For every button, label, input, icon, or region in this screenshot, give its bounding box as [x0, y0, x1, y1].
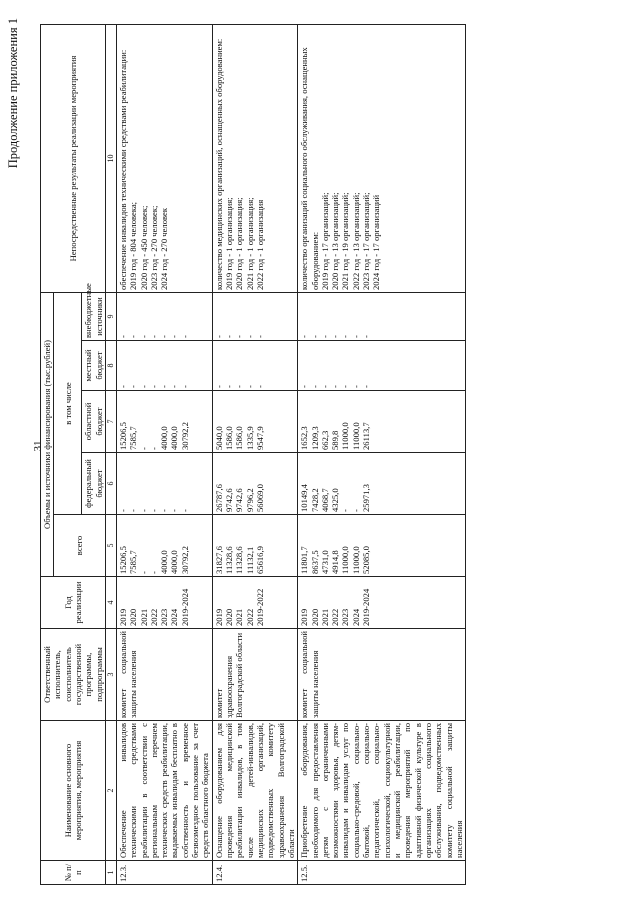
- cell-total: [116, 515, 212, 577]
- years-value: 2019: [213, 608, 224, 626]
- measure-name: Оснащение оборудованием для проведения медицинской реабилитации инвалидов, в том числе детей-инвалидов, медицинских организаций, подведомственных комитету здравоохранения Волгоградской области: [212, 721, 298, 861]
- years-value: 2024: [350, 608, 361, 626]
- total-value: 11328,6: [234, 546, 245, 574]
- result-line: количество медицинских организаций, оснащенных оборудованием:: [213, 38, 224, 290]
- regional-value: 662,3: [319, 430, 330, 450]
- regional-value: 11000,0: [350, 422, 361, 450]
- regional-value: 1209,3: [309, 426, 320, 450]
- regional-value: 1652,3: [299, 426, 310, 450]
- table-body: [116, 24, 465, 884]
- federal-value: 25971,3: [361, 484, 372, 512]
- regional-value: 7585,7: [128, 426, 139, 450]
- result-line: 2022 год - 13 организаций;: [350, 192, 361, 290]
- extra-value: -: [319, 335, 330, 338]
- cell-results: [298, 24, 466, 292]
- federal-value: 26787,6: [213, 484, 224, 512]
- cell-federal: [116, 453, 212, 515]
- total-value: 11328,6: [224, 546, 234, 574]
- federal-value: -: [159, 509, 170, 512]
- years-value: 2022: [330, 608, 341, 626]
- federal-value: 9796,2: [244, 488, 255, 512]
- extra-value: -: [299, 335, 310, 338]
- local-value: -: [159, 385, 170, 388]
- extra-value: -: [179, 335, 190, 338]
- local-value: -: [350, 385, 361, 388]
- result-line: 2023 год - 270 человек;: [148, 205, 159, 290]
- extra-value: -: [224, 335, 234, 338]
- column-number: 2: [105, 721, 116, 861]
- result-line: 2019 год - 804 человека;: [128, 201, 139, 290]
- cell-total: [298, 515, 466, 577]
- column-number: 3: [105, 629, 116, 721]
- cell-extra: [116, 292, 212, 340]
- federal-value: -: [340, 509, 351, 512]
- cell-federal: [298, 453, 466, 515]
- regional-value: 30792,2: [179, 422, 190, 450]
- column-number: 5: [105, 515, 116, 577]
- result-line: 2021 год - 19 организаций;: [340, 192, 351, 290]
- cell-extra: [212, 292, 298, 340]
- total-value: 4000,0: [159, 550, 170, 574]
- local-value: -: [330, 385, 341, 388]
- regional-value: 5040,0: [213, 426, 224, 450]
- extra-value: -: [340, 335, 351, 338]
- total-value: 7585,7: [128, 550, 139, 574]
- result-line: 2019 год - 17 организаций;: [319, 192, 330, 290]
- years-value: 2019-2024: [361, 588, 372, 626]
- local-value: -: [361, 385, 372, 388]
- federal-value: 4325,0: [330, 488, 341, 512]
- years-value: 2021: [234, 608, 245, 626]
- cell-years: [298, 577, 466, 629]
- cell-results: [212, 24, 298, 292]
- total-value: 11000,0: [340, 546, 351, 574]
- header-funding: Объемы и источники финансирования (тыс.рублей): [41, 292, 54, 576]
- local-value: -: [213, 385, 224, 388]
- total-value: 31827,6: [213, 546, 224, 574]
- result-line: 2023 год - 17 организаций;: [361, 192, 372, 290]
- responsible-executor: комитет здравоохранения Волгоградской области: [212, 629, 298, 721]
- header-local: местный бюджет: [82, 341, 106, 391]
- years-value: 2021: [319, 608, 330, 626]
- total-value: 11801,7: [299, 546, 310, 574]
- total-value: -: [138, 571, 149, 574]
- header-including: в том числе: [54, 292, 82, 514]
- years-value: 2021: [138, 608, 149, 626]
- cell-total: [212, 515, 298, 577]
- regional-value: 1335,9: [244, 426, 255, 450]
- total-value: 4914,8: [330, 550, 341, 574]
- local-value: -: [340, 385, 351, 388]
- total-value: 15206,5: [117, 546, 128, 574]
- extra-value: -: [117, 335, 128, 338]
- result-line: количество организаций социального обслуживания, оснащенных оборудованием:: [299, 47, 320, 290]
- header-federal: федеральный бюджет: [82, 453, 106, 515]
- result-line: обеспечение инвалидов техническими средствами реабилитации:: [117, 49, 128, 290]
- cell-regional: [298, 391, 466, 453]
- local-value: -: [179, 385, 190, 388]
- local-value: -: [117, 385, 128, 388]
- regional-value: -: [138, 447, 149, 450]
- local-value: -: [244, 385, 255, 388]
- federal-value: 4068,7: [319, 488, 330, 512]
- result-line: 2024 год - 17 организаций: [371, 194, 382, 290]
- column-number: 8: [105, 341, 116, 391]
- responsible-executor: комитет социальной защиты населения: [116, 629, 212, 721]
- header-num: № п/п: [41, 861, 106, 885]
- local-value: -: [234, 385, 245, 388]
- cell-regional: [116, 391, 212, 453]
- row-number: 12.5.: [298, 861, 466, 885]
- extra-value: -: [309, 335, 320, 338]
- responsible-executor: комитет социальной защиты населения: [298, 629, 466, 721]
- measure-name: Обеспечение инвалидов техническими средствами реабилитации в соответствии с региональным перечнем технических средств реабилитации, выдаваемых инвалидам бесплатно в собственность и временное безвозмездное пользование за счет средств областного бюджета: [116, 721, 212, 861]
- row-number: 12.3.: [116, 861, 212, 885]
- extra-value: -: [159, 335, 170, 338]
- funding-table: [40, 24, 466, 885]
- header-extra: внебюджетные источники: [82, 292, 106, 340]
- regional-value: 11000,0: [340, 422, 351, 450]
- extra-value: -: [330, 335, 341, 338]
- cell-local: [298, 341, 466, 391]
- extra-value: -: [350, 335, 361, 338]
- header-responsible: Ответственный исполнитель, соисполнитель государственной программы, подпрограммы: [41, 629, 106, 721]
- header-results: Непосредственные результаты реализации мероприятия: [41, 24, 106, 292]
- regional-value: 1586,0: [234, 426, 245, 450]
- total-value: 11132,1: [244, 546, 255, 574]
- federal-value: 9742,6: [234, 488, 245, 512]
- local-value: -: [299, 385, 310, 388]
- result-line: 2021 год - 1 организация;: [244, 197, 255, 290]
- total-value: 11000,0: [350, 546, 361, 574]
- extra-value: -: [244, 335, 255, 338]
- cell-local: [116, 341, 212, 391]
- extra-value: -: [138, 335, 149, 338]
- years-value: 2019: [117, 608, 128, 626]
- cell-local: [212, 341, 298, 391]
- regional-value: 4000,0: [159, 426, 170, 450]
- header-year: Год реализации: [41, 577, 106, 629]
- regional-value: 1586,0: [224, 426, 234, 450]
- local-value: -: [169, 385, 180, 388]
- years-value: 2022: [148, 608, 159, 626]
- total-value: 8637,5: [309, 550, 320, 574]
- header-total: всего: [54, 515, 106, 577]
- result-line: 2020 год - 13 организаций;: [330, 192, 341, 290]
- extra-value: -: [361, 335, 372, 338]
- result-line: 2020 год - 1 организация;: [234, 197, 245, 290]
- cell-regional: [212, 391, 298, 453]
- federal-value: 56069,0: [254, 484, 265, 512]
- column-number: 9: [105, 292, 116, 340]
- continuation-title: Продолжение приложения 1: [6, 18, 20, 169]
- cell-federal: [212, 453, 298, 515]
- total-value: 4000,0: [169, 550, 180, 574]
- column-number: 6: [105, 453, 116, 515]
- cell-extra: [298, 292, 466, 340]
- regional-value: 9547,9: [254, 426, 265, 450]
- years-value: 2019: [299, 608, 310, 626]
- regional-value: -: [148, 447, 159, 450]
- extra-value: -: [254, 335, 265, 338]
- result-line: 2019 год - 1 организация;: [224, 197, 234, 290]
- column-number: 7: [105, 391, 116, 453]
- federal-value: 10149,4: [299, 484, 310, 512]
- federal-value: -: [179, 509, 190, 512]
- regional-value: 589,8: [330, 430, 341, 450]
- federal-value: -: [138, 509, 149, 512]
- regional-value: 15206,5: [117, 422, 128, 450]
- total-value: 65616,9: [254, 546, 265, 574]
- local-value: -: [224, 385, 234, 388]
- years-value: 2020: [224, 608, 234, 626]
- years-value: 2023: [159, 608, 170, 626]
- row-number: 12.4.: [212, 861, 298, 885]
- federal-value: 9742,6: [224, 488, 234, 512]
- regional-value: 4000,0: [169, 426, 180, 450]
- regional-value: 26113,7: [361, 422, 372, 450]
- total-value: 30792,2: [179, 546, 190, 574]
- column-numbers-row: [105, 24, 116, 884]
- years-value: 2022: [244, 608, 255, 626]
- extra-value: -: [148, 335, 159, 338]
- total-value: 4731,0: [319, 550, 330, 574]
- federal-value: -: [128, 509, 139, 512]
- result-line: 2024 год - 270 человек: [159, 208, 170, 290]
- years-value: 2023: [340, 608, 351, 626]
- federal-value: -: [148, 509, 159, 512]
- cell-years: [212, 577, 298, 629]
- header-regional: областной бюджет: [82, 391, 106, 453]
- years-value: 2024: [169, 608, 180, 626]
- column-number: 1: [105, 861, 116, 885]
- result-line: 2020 год - 450 человек;: [138, 205, 149, 290]
- local-value: -: [254, 385, 265, 388]
- total-value: 52085,0: [361, 546, 372, 574]
- cell-years: [116, 577, 212, 629]
- local-value: -: [309, 385, 320, 388]
- local-value: -: [319, 385, 330, 388]
- local-value: -: [148, 385, 159, 388]
- table-row: [212, 24, 298, 884]
- column-number: 4: [105, 577, 116, 629]
- federal-value: -: [169, 509, 180, 512]
- measure-name: Приобретение оборудования, необходимого для предоставления детям с ограниченными возможностями здоровья, детям-инвалидам и инвалидам услуг по социально-средовой, социально-бытовой, социально-педагогической, социально-психологической, социокультурной и медицинской реабилитации, проведения мероприятий по адаптивной физической культуре в организациях социального обслуживания, подведомственных комитету социальной защиты населения: [298, 721, 466, 861]
- table-row: [298, 24, 466, 884]
- years-value: 2019-2024: [179, 588, 190, 626]
- local-value: -: [128, 385, 139, 388]
- header-name: Наименование основного мероприятия, мероприятия: [41, 721, 106, 861]
- federal-value: -: [117, 509, 128, 512]
- years-value: 2019-2022: [254, 588, 265, 626]
- extra-value: -: [128, 335, 139, 338]
- result-line: 2022 год - 1 организация: [254, 199, 265, 290]
- table-row: [116, 24, 212, 884]
- total-value: -: [148, 571, 159, 574]
- extra-value: -: [234, 335, 245, 338]
- column-number: 10: [105, 24, 116, 292]
- extra-value: -: [213, 335, 224, 338]
- federal-value: -: [350, 509, 361, 512]
- extra-value: -: [169, 335, 180, 338]
- years-value: 2020: [309, 608, 320, 626]
- cell-results: [116, 24, 212, 292]
- federal-value: 7428,2: [309, 488, 320, 512]
- local-value: -: [138, 385, 149, 388]
- years-value: 2020: [128, 608, 139, 626]
- page-number: 31: [32, 440, 44, 452]
